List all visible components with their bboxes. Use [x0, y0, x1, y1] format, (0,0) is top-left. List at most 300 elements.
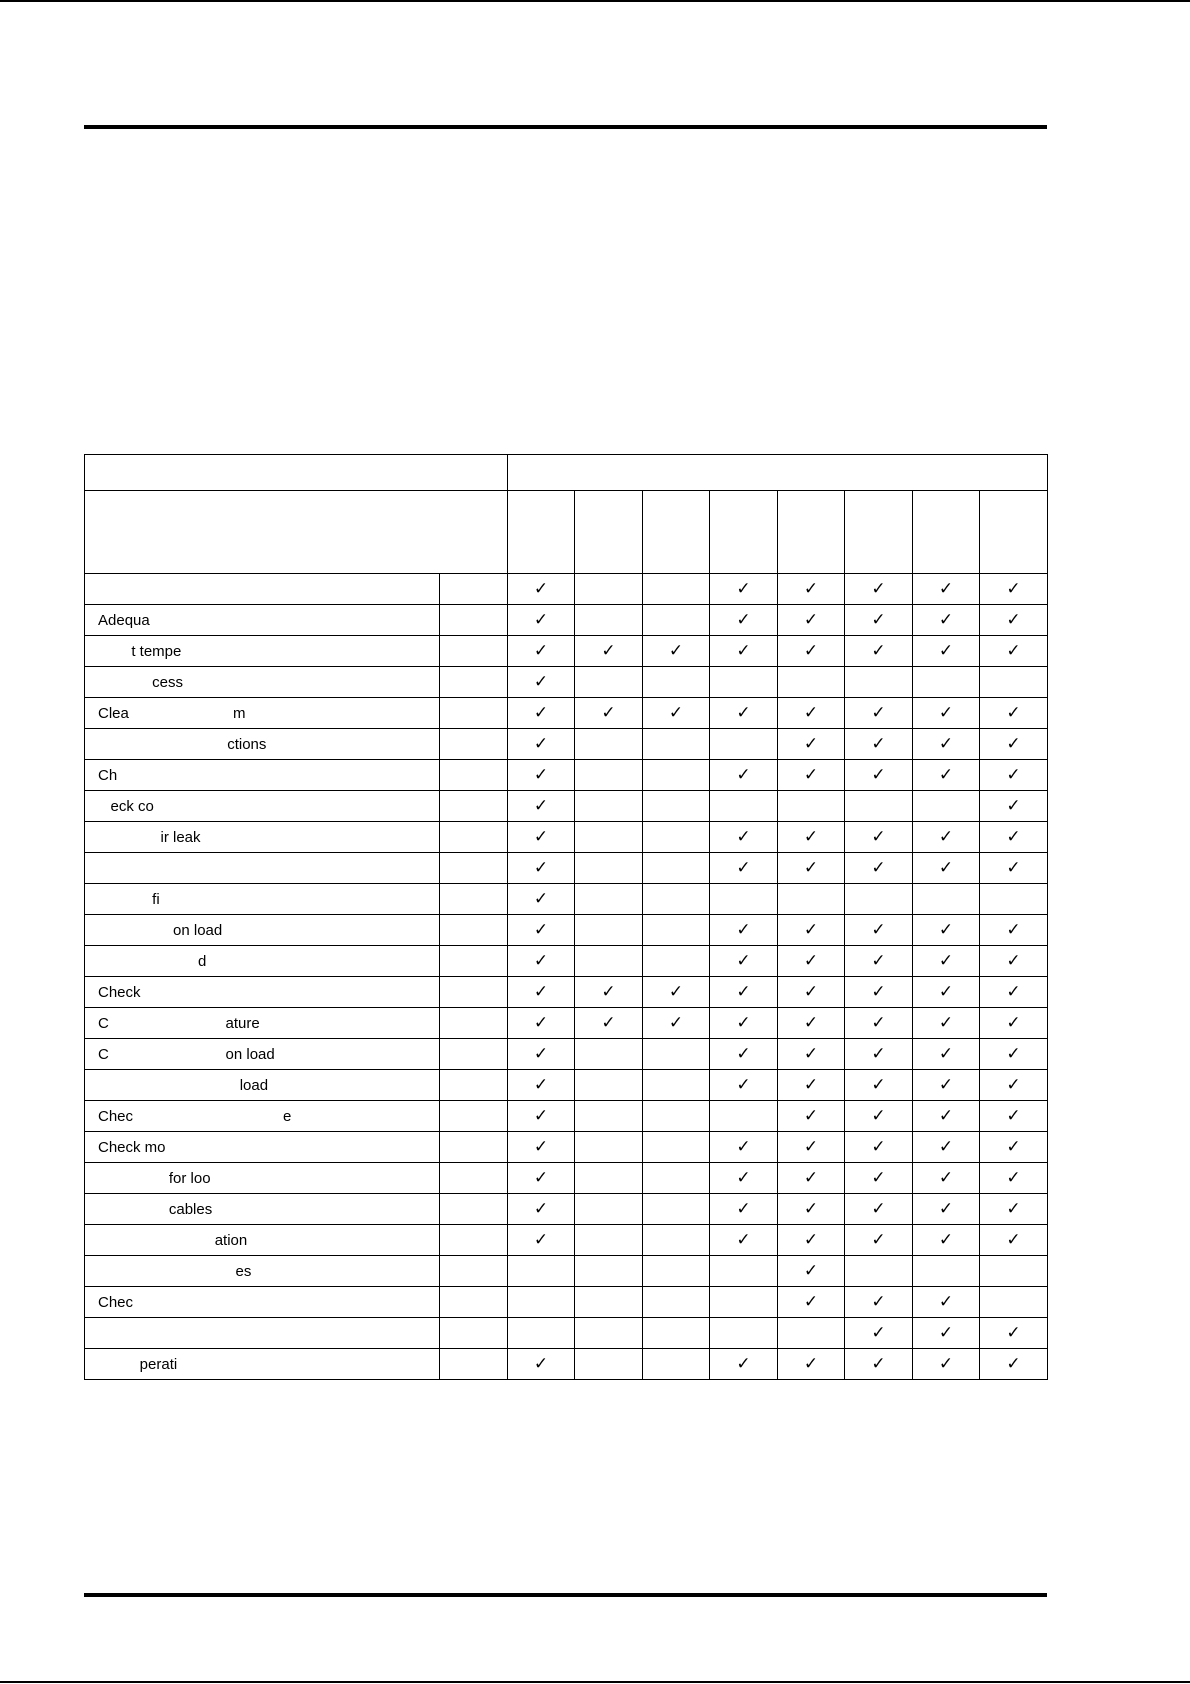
empty-check-cell — [575, 1101, 643, 1132]
empty-check-cell — [778, 884, 845, 915]
check-mark-icon: ✓ — [508, 946, 575, 977]
empty-check-cell — [643, 791, 710, 822]
check-mark-icon: ✓ — [913, 977, 980, 1008]
check-mark-icon: ✓ — [643, 698, 710, 729]
task-code-cell — [440, 822, 508, 853]
task-code-cell — [440, 1132, 508, 1163]
check-mark-icon: ✓ — [913, 1008, 980, 1039]
check-mark-icon: ✓ — [913, 915, 980, 946]
check-mark-icon: ✓ — [778, 1287, 845, 1318]
task-code-cell — [440, 1225, 508, 1256]
check-mark-icon: ✓ — [778, 1070, 845, 1101]
check-mark-icon: ✓ — [778, 1101, 845, 1132]
check-mark-icon: ✓ — [980, 605, 1048, 636]
check-mark-icon: ✓ — [980, 698, 1048, 729]
task-label-cell: es — [85, 1256, 440, 1287]
check-mark-icon: ✓ — [508, 791, 575, 822]
task-label-cell: load — [85, 1070, 440, 1101]
check-mark-icon: ✓ — [913, 1163, 980, 1194]
task-code-cell — [440, 1070, 508, 1101]
empty-check-cell — [710, 884, 778, 915]
empty-check-cell — [643, 1194, 710, 1225]
empty-check-cell — [575, 1349, 643, 1380]
check-mark-icon: ✓ — [710, 1163, 778, 1194]
empty-check-cell — [575, 1256, 643, 1287]
empty-check-cell — [643, 729, 710, 760]
check-mark-icon: ✓ — [845, 1194, 913, 1225]
check-mark-icon: ✓ — [778, 1132, 845, 1163]
interval-header-cell — [710, 491, 778, 574]
empty-check-cell — [575, 760, 643, 791]
task-code-cell — [440, 1287, 508, 1318]
page-top-edge — [0, 0, 1190, 2]
interval-header-cell — [575, 491, 643, 574]
empty-check-cell — [575, 1318, 643, 1349]
check-mark-icon: ✓ — [980, 946, 1048, 977]
check-mark-icon: ✓ — [980, 729, 1048, 760]
check-mark-icon: ✓ — [845, 605, 913, 636]
empty-check-cell — [508, 1256, 575, 1287]
check-mark-icon: ✓ — [845, 1163, 913, 1194]
check-mark-icon: ✓ — [710, 977, 778, 1008]
check-mark-icon: ✓ — [508, 884, 575, 915]
check-mark-icon: ✓ — [710, 1132, 778, 1163]
check-mark-icon: ✓ — [913, 1194, 980, 1225]
check-mark-icon: ✓ — [980, 1194, 1048, 1225]
check-mark-icon: ✓ — [508, 915, 575, 946]
check-mark-icon: ✓ — [845, 946, 913, 977]
check-mark-icon: ✓ — [508, 977, 575, 1008]
table-row — [85, 636, 1048, 667]
empty-check-cell — [643, 884, 710, 915]
check-mark-icon: ✓ — [778, 1194, 845, 1225]
check-mark-icon: ✓ — [980, 1008, 1048, 1039]
table-row — [85, 1008, 1048, 1039]
empty-check-cell — [643, 1070, 710, 1101]
check-mark-icon: ✓ — [913, 1318, 980, 1349]
check-mark-icon: ✓ — [980, 1101, 1048, 1132]
check-mark-icon: ✓ — [778, 1349, 845, 1380]
check-mark-icon: ✓ — [845, 760, 913, 791]
check-mark-icon: ✓ — [913, 822, 980, 853]
interval-header-cell — [778, 491, 845, 574]
check-mark-icon: ✓ — [913, 1070, 980, 1101]
check-mark-icon: ✓ — [913, 760, 980, 791]
empty-check-cell — [778, 791, 845, 822]
check-mark-icon: ✓ — [778, 853, 845, 884]
task-label-cell: Chec — [85, 1287, 440, 1318]
check-mark-icon: ✓ — [508, 1349, 575, 1380]
table-row — [85, 1070, 1048, 1101]
check-mark-icon: ✓ — [980, 1132, 1048, 1163]
check-mark-icon: ✓ — [980, 574, 1048, 605]
check-mark-icon: ✓ — [845, 1132, 913, 1163]
task-code-cell — [440, 915, 508, 946]
task-code-cell — [440, 946, 508, 977]
check-mark-icon: ✓ — [980, 915, 1048, 946]
check-mark-icon: ✓ — [980, 1349, 1048, 1380]
check-mark-icon: ✓ — [845, 1008, 913, 1039]
table-row — [85, 1101, 1048, 1132]
table-row — [85, 822, 1048, 853]
task-code-cell — [440, 667, 508, 698]
check-mark-icon: ✓ — [710, 1070, 778, 1101]
task-label-cell: Clea m — [85, 698, 440, 729]
empty-check-cell — [643, 1225, 710, 1256]
table-row — [85, 1039, 1048, 1070]
empty-check-cell — [643, 1132, 710, 1163]
table-row — [85, 915, 1048, 946]
check-mark-icon: ✓ — [508, 729, 575, 760]
task-label-cell — [85, 574, 440, 605]
task-label-cell: d — [85, 946, 440, 977]
check-mark-icon: ✓ — [643, 1008, 710, 1039]
check-mark-icon: ✓ — [778, 1225, 845, 1256]
empty-check-cell — [575, 605, 643, 636]
check-mark-icon: ✓ — [845, 1287, 913, 1318]
check-mark-icon: ✓ — [913, 946, 980, 977]
task-label-cell — [85, 853, 440, 884]
task-label-cell: Check mo — [85, 1132, 440, 1163]
empty-check-cell — [643, 574, 710, 605]
check-mark-icon: ✓ — [980, 1318, 1048, 1349]
table-row — [85, 574, 1048, 605]
task-label-cell: t tempe — [85, 636, 440, 667]
check-mark-icon: ✓ — [710, 605, 778, 636]
task-code-cell — [440, 1349, 508, 1380]
task-code-cell — [440, 760, 508, 791]
check-mark-icon: ✓ — [710, 1008, 778, 1039]
task-code-cell — [440, 605, 508, 636]
empty-check-cell — [643, 1039, 710, 1070]
empty-check-cell — [980, 1256, 1048, 1287]
interval-header-cell — [508, 491, 575, 574]
empty-check-cell — [980, 667, 1048, 698]
empty-check-cell — [913, 1256, 980, 1287]
task-label-cell: perati — [85, 1349, 440, 1380]
empty-check-cell — [710, 791, 778, 822]
task-code-cell — [440, 1163, 508, 1194]
check-mark-icon: ✓ — [508, 698, 575, 729]
task-code-cell — [440, 1008, 508, 1039]
empty-check-cell — [710, 1256, 778, 1287]
footer-rule — [84, 1593, 1047, 1597]
check-mark-icon: ✓ — [778, 946, 845, 977]
header-row-intervals — [85, 491, 1048, 574]
table-row — [85, 1287, 1048, 1318]
check-mark-icon: ✓ — [913, 1039, 980, 1070]
check-mark-icon: ✓ — [913, 729, 980, 760]
check-mark-icon: ✓ — [980, 1070, 1048, 1101]
check-mark-icon: ✓ — [508, 574, 575, 605]
table-row — [85, 667, 1048, 698]
empty-check-cell — [845, 1256, 913, 1287]
check-mark-icon: ✓ — [913, 1132, 980, 1163]
empty-check-cell — [575, 946, 643, 977]
task-code-cell — [440, 853, 508, 884]
empty-check-cell — [845, 884, 913, 915]
empty-check-cell — [575, 574, 643, 605]
empty-check-cell — [643, 853, 710, 884]
check-mark-icon: ✓ — [845, 822, 913, 853]
check-mark-icon: ✓ — [710, 853, 778, 884]
empty-check-cell — [575, 1070, 643, 1101]
check-mark-icon: ✓ — [710, 946, 778, 977]
task-label-cell: ir leak — [85, 822, 440, 853]
check-mark-icon: ✓ — [710, 915, 778, 946]
check-mark-icon: ✓ — [508, 1008, 575, 1039]
check-mark-icon: ✓ — [980, 822, 1048, 853]
check-mark-icon: ✓ — [845, 977, 913, 1008]
task-column-header-cell — [85, 491, 508, 574]
table-row — [85, 884, 1048, 915]
empty-check-cell — [575, 822, 643, 853]
task-label-cell — [85, 1318, 440, 1349]
check-mark-icon: ✓ — [778, 636, 845, 667]
check-mark-icon: ✓ — [845, 574, 913, 605]
table-row — [85, 698, 1048, 729]
check-mark-icon: ✓ — [508, 1163, 575, 1194]
table-row — [85, 729, 1048, 760]
empty-check-cell — [643, 1163, 710, 1194]
check-mark-icon: ✓ — [643, 636, 710, 667]
check-mark-icon: ✓ — [575, 636, 643, 667]
check-mark-icon: ✓ — [710, 636, 778, 667]
check-mark-icon: ✓ — [508, 636, 575, 667]
check-mark-icon: ✓ — [913, 605, 980, 636]
check-mark-icon: ✓ — [710, 822, 778, 853]
page-bottom-edge — [0, 1681, 1190, 1683]
task-label-cell: C on load — [85, 1039, 440, 1070]
task-label-cell: ctions — [85, 729, 440, 760]
check-mark-icon: ✓ — [980, 1163, 1048, 1194]
check-mark-icon: ✓ — [508, 605, 575, 636]
empty-check-cell — [778, 667, 845, 698]
empty-check-cell — [845, 667, 913, 698]
task-label-cell: on load — [85, 915, 440, 946]
empty-check-cell — [575, 791, 643, 822]
check-mark-icon: ✓ — [508, 1039, 575, 1070]
check-mark-icon: ✓ — [710, 760, 778, 791]
check-mark-icon: ✓ — [845, 1318, 913, 1349]
empty-check-cell — [643, 822, 710, 853]
check-mark-icon: ✓ — [508, 1132, 575, 1163]
empty-check-cell — [575, 1194, 643, 1225]
table-row — [85, 1256, 1048, 1287]
empty-check-cell — [643, 605, 710, 636]
table-row — [85, 977, 1048, 1008]
check-mark-icon: ✓ — [845, 853, 913, 884]
empty-check-cell — [710, 1101, 778, 1132]
table-row — [85, 791, 1048, 822]
interval-header-cell — [845, 491, 913, 574]
check-mark-icon: ✓ — [778, 977, 845, 1008]
empty-check-cell — [575, 853, 643, 884]
check-mark-icon: ✓ — [508, 1194, 575, 1225]
task-label-cell: for loo — [85, 1163, 440, 1194]
empty-check-cell — [643, 1287, 710, 1318]
empty-check-cell — [778, 1318, 845, 1349]
interval-header-cell — [913, 491, 980, 574]
header-rule — [84, 125, 1047, 129]
check-mark-icon: ✓ — [845, 698, 913, 729]
table-row — [85, 1318, 1048, 1349]
empty-check-cell — [575, 915, 643, 946]
check-mark-icon: ✓ — [778, 605, 845, 636]
empty-check-cell — [845, 791, 913, 822]
empty-check-cell — [710, 729, 778, 760]
check-mark-icon: ✓ — [913, 698, 980, 729]
table-row — [85, 946, 1048, 977]
table-row — [85, 1225, 1048, 1256]
task-label-cell: fi — [85, 884, 440, 915]
check-mark-icon: ✓ — [508, 853, 575, 884]
empty-check-cell — [710, 667, 778, 698]
task-label-cell: cess — [85, 667, 440, 698]
check-mark-icon: ✓ — [643, 977, 710, 1008]
check-mark-icon: ✓ — [845, 915, 913, 946]
empty-check-cell — [980, 884, 1048, 915]
check-mark-icon: ✓ — [980, 853, 1048, 884]
header-row-top — [85, 455, 1048, 491]
check-mark-icon: ✓ — [845, 1225, 913, 1256]
check-mark-icon: ✓ — [575, 1008, 643, 1039]
empty-check-cell — [710, 1318, 778, 1349]
task-label-cell: eck co — [85, 791, 440, 822]
check-mark-icon: ✓ — [845, 1070, 913, 1101]
task-group-header-cell — [85, 455, 508, 491]
check-mark-icon: ✓ — [710, 574, 778, 605]
check-mark-icon: ✓ — [575, 698, 643, 729]
empty-check-cell — [913, 667, 980, 698]
task-code-cell — [440, 1318, 508, 1349]
task-code-cell — [440, 1039, 508, 1070]
check-mark-icon: ✓ — [980, 760, 1048, 791]
check-mark-icon: ✓ — [980, 636, 1048, 667]
task-code-cell — [440, 791, 508, 822]
empty-check-cell — [980, 1287, 1048, 1318]
check-mark-icon: ✓ — [710, 1194, 778, 1225]
empty-check-cell — [508, 1287, 575, 1318]
empty-check-cell — [643, 760, 710, 791]
empty-check-cell — [575, 884, 643, 915]
check-mark-icon: ✓ — [980, 1039, 1048, 1070]
check-mark-icon: ✓ — [845, 1039, 913, 1070]
check-mark-icon: ✓ — [845, 1349, 913, 1380]
empty-check-cell — [913, 791, 980, 822]
check-mark-icon: ✓ — [778, 1008, 845, 1039]
table-row — [85, 1194, 1048, 1225]
check-mark-icon: ✓ — [508, 1070, 575, 1101]
interval-group-header-cell — [508, 455, 1048, 491]
task-code-cell — [440, 698, 508, 729]
check-mark-icon: ✓ — [778, 760, 845, 791]
empty-check-cell — [643, 1101, 710, 1132]
empty-check-cell — [575, 729, 643, 760]
check-mark-icon: ✓ — [980, 977, 1048, 1008]
check-mark-icon: ✓ — [845, 636, 913, 667]
check-mark-icon: ✓ — [778, 574, 845, 605]
check-mark-icon: ✓ — [913, 636, 980, 667]
empty-check-cell — [643, 1318, 710, 1349]
empty-check-cell — [575, 1163, 643, 1194]
check-mark-icon: ✓ — [845, 729, 913, 760]
task-label-cell: Check — [85, 977, 440, 1008]
check-mark-icon: ✓ — [508, 667, 575, 698]
table-row — [85, 853, 1048, 884]
empty-check-cell — [575, 1039, 643, 1070]
check-mark-icon: ✓ — [710, 1225, 778, 1256]
empty-check-cell — [643, 1349, 710, 1380]
table-body — [85, 455, 1048, 1380]
table-row — [85, 1132, 1048, 1163]
task-code-cell — [440, 636, 508, 667]
check-mark-icon: ✓ — [710, 1349, 778, 1380]
table-row — [85, 1349, 1048, 1380]
empty-check-cell — [913, 884, 980, 915]
check-mark-icon: ✓ — [778, 1163, 845, 1194]
maintenance-checklist-table — [84, 454, 1048, 1380]
task-code-cell — [440, 884, 508, 915]
check-mark-icon: ✓ — [778, 1039, 845, 1070]
empty-check-cell — [643, 946, 710, 977]
table-row — [85, 1163, 1048, 1194]
table-row — [85, 760, 1048, 791]
check-mark-icon: ✓ — [913, 574, 980, 605]
check-mark-icon: ✓ — [980, 1225, 1048, 1256]
check-mark-icon: ✓ — [913, 1101, 980, 1132]
task-code-cell — [440, 977, 508, 1008]
task-label-cell: cables — [85, 1194, 440, 1225]
task-code-cell — [440, 729, 508, 760]
task-code-cell — [440, 574, 508, 605]
empty-check-cell — [643, 667, 710, 698]
check-mark-icon: ✓ — [778, 1256, 845, 1287]
empty-check-cell — [508, 1318, 575, 1349]
check-mark-icon: ✓ — [845, 1101, 913, 1132]
check-mark-icon: ✓ — [778, 822, 845, 853]
task-label-cell: Adequa — [85, 605, 440, 636]
check-mark-icon: ✓ — [778, 729, 845, 760]
empty-check-cell — [710, 1287, 778, 1318]
task-code-cell — [440, 1194, 508, 1225]
check-mark-icon: ✓ — [508, 760, 575, 791]
interval-header-cell — [643, 491, 710, 574]
task-code-cell — [440, 1256, 508, 1287]
empty-check-cell — [575, 1287, 643, 1318]
empty-check-cell — [643, 1256, 710, 1287]
check-mark-icon: ✓ — [710, 1039, 778, 1070]
check-mark-icon: ✓ — [913, 853, 980, 884]
check-mark-icon: ✓ — [980, 791, 1048, 822]
interval-header-cell — [980, 491, 1048, 574]
check-mark-icon: ✓ — [508, 1225, 575, 1256]
task-label-cell: C ature — [85, 1008, 440, 1039]
table-row — [85, 605, 1048, 636]
check-mark-icon: ✓ — [913, 1225, 980, 1256]
empty-check-cell — [575, 667, 643, 698]
check-mark-icon: ✓ — [508, 1101, 575, 1132]
check-mark-icon: ✓ — [913, 1349, 980, 1380]
task-code-cell — [440, 1101, 508, 1132]
empty-check-cell — [575, 1132, 643, 1163]
check-mark-icon: ✓ — [710, 698, 778, 729]
check-mark-icon: ✓ — [913, 1287, 980, 1318]
check-mark-icon: ✓ — [575, 977, 643, 1008]
check-mark-icon: ✓ — [778, 698, 845, 729]
task-label-cell: ation — [85, 1225, 440, 1256]
task-label-cell: Chec e — [85, 1101, 440, 1132]
